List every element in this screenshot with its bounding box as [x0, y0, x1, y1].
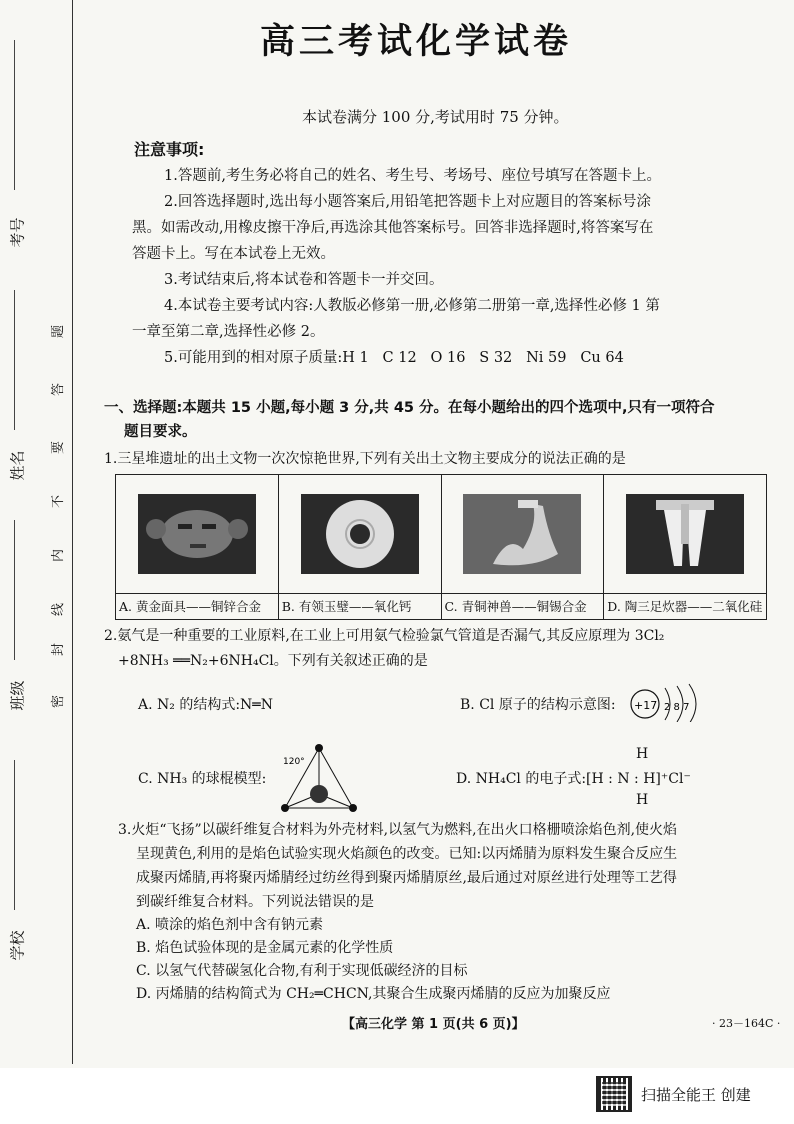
- exam-no-label: 考号: [8, 217, 27, 248]
- note-5: 5.可能用到的相对原子质量:H 1 C 12 O 16 S 32 Ni 59 Cu 64: [164, 350, 624, 366]
- notes-heading: 注意事项:: [134, 140, 205, 159]
- warning-char: 不: [51, 494, 67, 509]
- note-4-line2: 一章至第二章,选择性必修 2。: [132, 324, 325, 340]
- class-underline: [14, 520, 15, 660]
- qr-code-icon: [596, 1076, 632, 1112]
- class-label: 班级: [8, 680, 27, 711]
- exam-code: · 23－164C ·: [712, 1017, 781, 1030]
- school-underline: [14, 760, 15, 910]
- question-2-line2: +8NH₃ ══N₂+6NH₄Cl。下列有关叙述正确的是: [118, 653, 428, 669]
- question-3-option-c: C. 以氢气代替碳氢化合物,有利于实现低碳经济的目标: [136, 963, 468, 979]
- page-title: 高三考试化学试卷: [260, 22, 573, 62]
- option-d-caption: D. 陶三足炊器——二氧化硅: [604, 593, 766, 619]
- question-2-line1: 2.氨气是一种重要的工业原料,在工业上可用氨气检验氯气管道是否漏气,其反应原理为 3Cl₂: [104, 628, 665, 644]
- warning-char: 线: [51, 602, 67, 617]
- bronze-beast-photo: [463, 494, 581, 574]
- question-1-stem: 1.三星堆遗址的出土文物一次次惊艳世界,下列有关出土文物主要成分的说法正确的是: [104, 451, 626, 467]
- warning-char: 封: [51, 642, 67, 657]
- question-3-line4: 到碳纤维复合材料。下列说法错误的是: [136, 894, 374, 910]
- note-2-line1: 2.回答选择题时,选出每小题答案后,用铅笔把答题卡上对应题目的答案标号涂: [164, 194, 652, 210]
- binding-line: [72, 0, 73, 1064]
- note-3: 3.考试结束后,将本试卷和答题卡一并交回。: [164, 272, 444, 288]
- scanner-watermark: 扫描全能王 创建: [641, 1086, 751, 1104]
- question-3-line2: 呈现黄色,利用的是焰色试验实现火焰颜色的改变。已知:以丙烯腈为原料发生聚合反应生: [136, 846, 678, 862]
- gold-mask-photo: [138, 494, 256, 574]
- section-heading: [104, 396, 776, 444]
- name-underline: [14, 290, 15, 430]
- nh3-ball-stick-model: [275, 738, 365, 818]
- cl-nucleus-label: +17: [634, 699, 658, 712]
- nh4-top-h: H: [636, 746, 649, 762]
- warning-char: 答: [51, 382, 67, 397]
- exam-info: 本试卷满分 100 分,考试用时 75 分钟。: [302, 108, 569, 126]
- question-3-line1: 3.火炬“飞扬”以碳纤维复合材料为外壳材料,以氢气为燃料,在出火口格栅喷涂焰色剂,使火焰: [118, 822, 678, 838]
- section-line-2: 题目要求。: [124, 424, 197, 440]
- jade-disc-photo: [301, 494, 419, 574]
- question-3-option-a: A. 喷涂的焰色剂中含有钠元素: [136, 917, 324, 933]
- cl-shell-labels: 2 8 7: [664, 702, 690, 713]
- warning-char: 内: [51, 548, 67, 563]
- artifact-table: [115, 474, 767, 620]
- exam-no-underline: [14, 40, 15, 190]
- note-1: 1.答题前,考生务必将自己的姓名、考生号、考场号、座位号填写在答题卡上。: [164, 168, 661, 184]
- name-label: 姓名: [8, 450, 27, 481]
- question-2-option-d: D. NH₄Cl 的电子式:[H : N : H]⁺Cl⁻: [456, 771, 691, 787]
- section-line-1: 一、选择题:本题共 15 小题,每小题 3 分,共 45 分。在每小题给出的四个选项中,只有一项符合: [104, 400, 715, 416]
- question-3-option-d: D. 丙烯腈的结构简式为 CH₂═CHCN,其聚合生成聚丙烯腈的反应为加聚反应: [136, 986, 611, 1002]
- question-2-option-c: C. NH₃ 的球棍模型:: [138, 771, 267, 787]
- school-label: 学校: [8, 930, 27, 961]
- warning-char: 题: [51, 324, 67, 339]
- warning-char: 要: [51, 440, 67, 455]
- cl-atom-diagram: [627, 682, 707, 722]
- pottery-tripod-photo: [626, 494, 744, 574]
- nh4-bottom-h: H: [636, 792, 649, 808]
- page-footer: 【高三化学 第 1 页(共 6 页)】: [342, 1017, 525, 1032]
- question-2-option-b: B. Cl 原子的结构示意图:: [460, 697, 616, 713]
- option-c-caption: C. 青铜神兽——铜锡合金: [442, 593, 604, 619]
- question-3-option-b: B. 焰色试验体现的是金属元素的化学性质: [136, 940, 394, 956]
- note-4-line1: 4.本试卷主要考试内容:人教版必修第一册,必修第二册第一章,选择性必修 1 第: [164, 298, 660, 314]
- warning-char: 密: [51, 694, 67, 709]
- bond-angle-label: 120°: [283, 757, 305, 767]
- note-2-line2: 黑。如需改动,用橡皮擦干净后,再选涂其他答案标号。回答非选择题时,将答案写在: [132, 220, 654, 236]
- question-3-line3: 成聚丙烯腈,再将聚丙烯腈经过纺丝得到聚丙烯腈原丝,最后通过对原丝进行处理等工艺得: [136, 870, 677, 886]
- question-2-option-a: A. N₂ 的结构式:N═N: [138, 697, 273, 713]
- option-b-caption: B. 有领玉璧——氧化钙: [279, 593, 441, 619]
- note-2-line3: 答题卡上。写在本试卷上无效。: [132, 246, 335, 262]
- option-a-caption: A. 黄金面具——铜锌合金: [116, 593, 278, 619]
